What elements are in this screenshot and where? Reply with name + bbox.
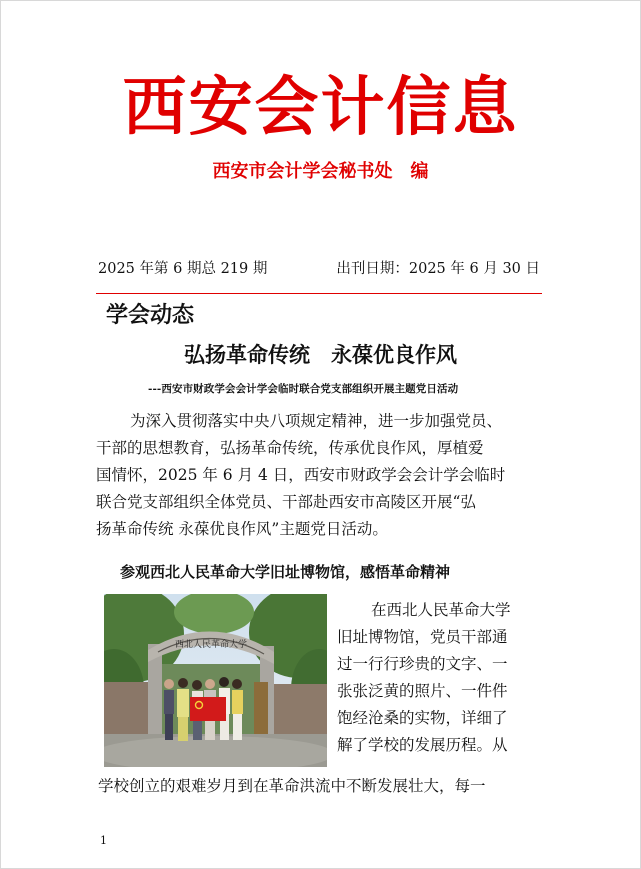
page-number: 1 [100, 834, 107, 847]
article-title: 弘扬革命传统 永葆优良作风 [184, 343, 457, 367]
paragraph-line: 旧址博物馆，党员干部通 [337, 628, 508, 646]
wrapped-paragraph [337, 597, 545, 759]
publish-date: 出刊日期：2025 年 6 月 30 日 [336, 261, 540, 277]
paragraph-line: 饱经沧桑的实物，详细了 [337, 709, 508, 727]
paragraph-line: 国情怀，2025 年 6 月 4 日，西安市财政学会会计学会临时 [96, 466, 506, 484]
red-divider [96, 293, 542, 294]
continued-paragraph [98, 773, 544, 800]
group-photo [104, 594, 327, 767]
article-subtitle: ---西安市财政学会会计学会临时联合党支部组织开展主题党日活动 [148, 383, 459, 395]
masthead-title: 西安会计信息 [122, 70, 519, 145]
paragraph-line: 张张泛黄的照片、一件件 [337, 682, 508, 700]
paragraph-line: 过一行行珍贵的文字、一 [337, 655, 508, 673]
arch-sign-text: 西北人民革命大学 [174, 640, 248, 650]
paragraph-line: 干部的思想教育，弘扬革命传统，传承优良作风，厚植爱 [96, 439, 484, 457]
section-title: 学会动态 [106, 303, 195, 328]
paragraph-line: 解了学校的发展历程。从 [337, 736, 508, 754]
intro-paragraph [96, 408, 546, 543]
issue-row [98, 262, 540, 277]
paragraph-line: 为深入贯彻落实中央八项规定精神，进一步加强党员、 [130, 412, 503, 430]
masthead-editor: 西安市会计学会秘书处 编 [212, 161, 429, 182]
subsection-title: 参观西北人民革命大学旧址博物馆，感悟革命精神 [120, 563, 451, 581]
paragraph-line: 联合党支部组织全体党员、干部赴西安市高陵区开展“弘 [96, 493, 476, 511]
paragraph-line: 在西北人民革命大学 [371, 601, 511, 619]
paragraph-line: 学校创立的艰难岁月到在革命洪流中不断发展壮大，每一 [98, 777, 486, 795]
issue-number: 2025 年第 6 期总 219 期 [98, 261, 268, 277]
paragraph-line: 扬革命传统 永葆优良作风”主题党日活动。 [96, 520, 388, 538]
